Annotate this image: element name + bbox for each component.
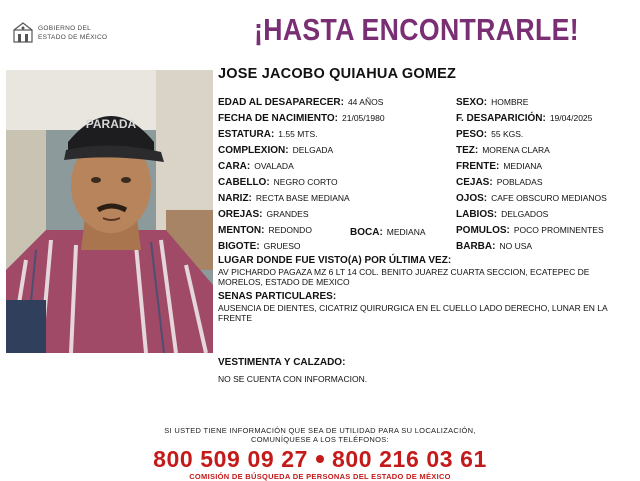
last-seen-title: LUGAR DONDE FUE VISTO(A) POR ÚLTIMA VEZ: — [218, 255, 452, 266]
phone-2: 800 216 03 61 — [332, 446, 487, 472]
field-eyebrows: CEJAS: POBLADAS — [456, 177, 543, 188]
field-cheekbones: POMULOS: POCO PROMINENTES — [456, 225, 604, 236]
person-photo-illustration — [6, 70, 213, 353]
phone-1: 800 509 09 27 — [153, 446, 308, 472]
clothing-text: NO SE CUENTA CON INFORMACION. — [218, 374, 368, 384]
field-sex: SEXO: HOMBRE — [456, 97, 529, 108]
field-chin: MENTON: REDONDO — [218, 225, 312, 236]
field-disappearance-date: F. DESAPARICIÓN: 19/04/2025 — [456, 113, 593, 124]
person-name: JOSE JACOBO QUIAHUA GOMEZ — [218, 66, 457, 82]
field-lips: LABIOS: DELGADOS — [456, 209, 549, 220]
contact-line-2: COMUNÍQUESE A LOS TELÉFONOS: — [251, 435, 389, 444]
field-face: CARA: OVALADA — [218, 161, 294, 172]
marks-text: AUSENCIA DE DIENTES, CICATRIZ QUIRURGICA EN EL CUELLO LADO DERECHO, LUNAR EN LA FRENTE — [218, 303, 608, 323]
field-beard: BARBA: NO USA — [456, 241, 533, 252]
field-build: COMPLEXION: DELGADA — [218, 145, 334, 156]
field-nose: NARIZ: RECTA BASE MEDIANA — [218, 193, 350, 204]
field-ears: OREJAS: GRANDES — [218, 209, 309, 220]
headline: ¡HASTA ENCONTRARLE! — [254, 12, 579, 47]
phone-numbers — [0, 446, 640, 473]
field-height: ESTATURA: 1.55 MTS. — [218, 129, 318, 140]
field-mouth: BOCA: MEDIANA — [350, 227, 426, 238]
footer-commission: COMISIÓN DE BÚSQUEDA DE PERSONAS DEL ESTADO DE MÉXICO — [189, 472, 451, 481]
contact-line-1: SI USTED TIENE INFORMACIÓN QUE SEA DE UTILIDAD PARA SU LOCALIZACIÓN, — [164, 426, 476, 435]
government-logo — [12, 20, 132, 46]
field-weight: PESO: 55 KGS. — [456, 129, 524, 140]
bullet-dot-icon — [316, 455, 324, 463]
clothing-title: VESTIMENTA Y CALZADO: — [218, 357, 346, 368]
gov-line-2: ESTADO DE MÉXICO — [38, 34, 108, 41]
marks-title: SENAS PARTICULARES: — [218, 291, 337, 302]
cap-text: PARADA — [85, 117, 137, 131]
state-seal-icon — [12, 20, 34, 44]
field-age: EDAD AL DESAPARECER: 44 AÑOS — [218, 97, 384, 108]
field-forehead: FRENTE: MEDIANA — [456, 161, 543, 172]
gov-line-1: GOBIERNO DEL — [38, 25, 92, 32]
field-hair: CABELLO: NEGRO CORTO — [218, 177, 338, 188]
field-mustache: BIGOTE: GRUESO — [218, 241, 301, 252]
person-photo — [6, 70, 213, 353]
field-complexion: TEZ: MORENA CLARA — [456, 145, 550, 156]
field-eyes: OJOS: CAFE OBSCURO MEDIANOS — [456, 193, 607, 204]
field-birth-date: FECHA DE NACIMIENTO: 21/05/1980 — [218, 113, 385, 124]
last-seen-text: AV PICHARDO PAGAZA MZ 6 LT 14 COL. BENITO JUAREZ CUARTA SECCION, ECATEPEC DE MORELOS, ESTADO DE MEXICO — [218, 267, 590, 287]
